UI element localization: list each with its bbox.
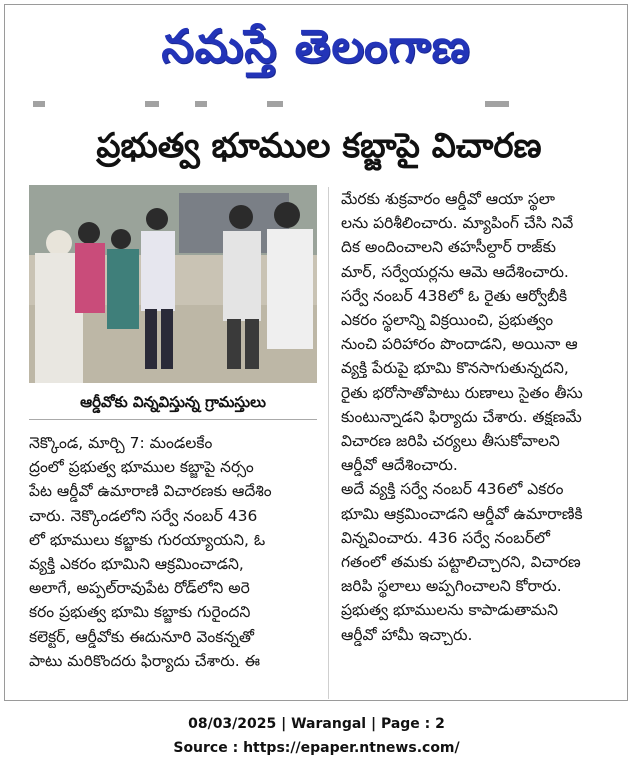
article-text-line: మార్, సర్వేయర్లను ఆమె ఆదేశించారు. (341, 262, 569, 281)
article-text-line: ఆర్డీవో హామీ ఇచ్చారు. (341, 625, 473, 644)
article-text-line: విచారణ జరిపి చర్యలు తీసుకోవాలని (341, 432, 560, 451)
article-text-line: అదే వ్యక్తి సర్వే నంబర్ 436లో ఎకరం (341, 480, 564, 499)
article-text-line: కుంటున్నాడని ఫిర్యాదు చేశారు. తక్షణమే (341, 407, 582, 426)
article-text-line: విన్నవించారు. 436 సర్వే నంబర్‌లో (341, 528, 551, 547)
article-text-line: పేట ఆర్డీవో ఉమారాణి విచారణకు ఆదేశిం (29, 482, 272, 501)
cropped-text-fragment (33, 101, 45, 107)
article-text-line: పాటు మరికొందరు ఫిర్యాదు చేశారు. ఈ (29, 651, 261, 670)
article-text-line: గతంలో తమకు పట్టాలిచ్చారని, విచారణ (341, 553, 581, 572)
article-text-line: అలాగే, అప్పల్‌రావుపేట రోడ్‌లోని అరె (29, 579, 250, 598)
article-text-line: లో భూములు కబ్జాకు గురయ్యాయని, ఓ (29, 530, 266, 549)
source-link[interactable]: Source : https://epaper.ntnews.com/ (173, 740, 460, 756)
article-text-line: కలెక్టర్, ఆర్డీవోకు ఈదునూరి వెంకన్నతో (29, 627, 254, 646)
article-text-line: ప్రభుత్వ భూములను కాపాడుతామని (341, 601, 558, 620)
article-text-line: మేరకు శుక్రవారం ఆర్డీవో ఆయా స్థలా (341, 190, 556, 208)
article-text-line: లను పరిశీలించారు. మ్యాపింగ్ చేసి నివే (341, 214, 574, 233)
cropped-text-fragment (145, 101, 159, 107)
article-text-line: చారు. నెక్కొండలోని సర్వే నంబర్ 436 (29, 506, 258, 525)
article-text-line: నుంచి పరిహారం పొందాడని, అయినా ఆ (341, 335, 578, 354)
article-text-line: రైతు భరోసాతోపాటు రుణాలు సైతం తీసు (341, 383, 583, 402)
article-text-line: ఎకరం స్థలాన్ని విక్రయించి, ప్రభుత్వం (341, 311, 554, 330)
article-column-left (29, 431, 319, 673)
column-divider (328, 187, 329, 699)
cropped-text-fragment (267, 101, 283, 107)
article-text-line: దిక అందించాలని తహసీల్దార్ రాజ్‌కు (341, 238, 557, 257)
article-text-line: సర్వే నంబర్ 438లో ఓ రైతు ఆర్వోబీకి (341, 286, 568, 305)
photo-caption: ఆర్డీవోకు విన్నవిస్తున్న గ్రామస్తులు (29, 385, 317, 420)
cropped-text-fragment (485, 101, 509, 107)
article-text-line: భూమి ఆక్రమించాడని ఆర్డీవో ఉమారాణికి (341, 504, 583, 523)
article-text-line: నెక్కొండ, మార్చి 7: మండలకేం (29, 434, 213, 452)
newspaper-clipping (4, 4, 628, 701)
article-text-line: ద్రంలో ప్రభుత్వ భూముల కబ్జాపై నర్సం (29, 458, 254, 477)
article-text-line: వ్యక్తి ఎకరం భూమిని ఆక్రమించాడని, (29, 555, 244, 574)
article-text-line: కరం ప్రభుత్వ భూమి కబ్జాకు గురైందని (29, 603, 251, 622)
masthead (5, 5, 627, 87)
masthead-logo: నమస్తే తెలంగాణ (161, 19, 471, 73)
article-text-line: జరిపి స్థలాలు అప్పగించాలని కోరారు. (341, 577, 562, 596)
article-photo (29, 185, 317, 383)
article-text-line: ఆర్డీవో ఆదేశించారు. (341, 456, 458, 475)
cropped-text-fragment (195, 101, 207, 107)
article-headline: ప్రభుత్వ భూముల కబ్జాపై విచారణ (96, 126, 542, 166)
article-text-line: వ్యక్తి పేరుపై భూమి కొనసాగుతున్నదని, (341, 359, 569, 378)
edition-info: 08/03/2025 | Warangal | Page : 2 (188, 716, 445, 732)
article-column-right (341, 187, 615, 647)
